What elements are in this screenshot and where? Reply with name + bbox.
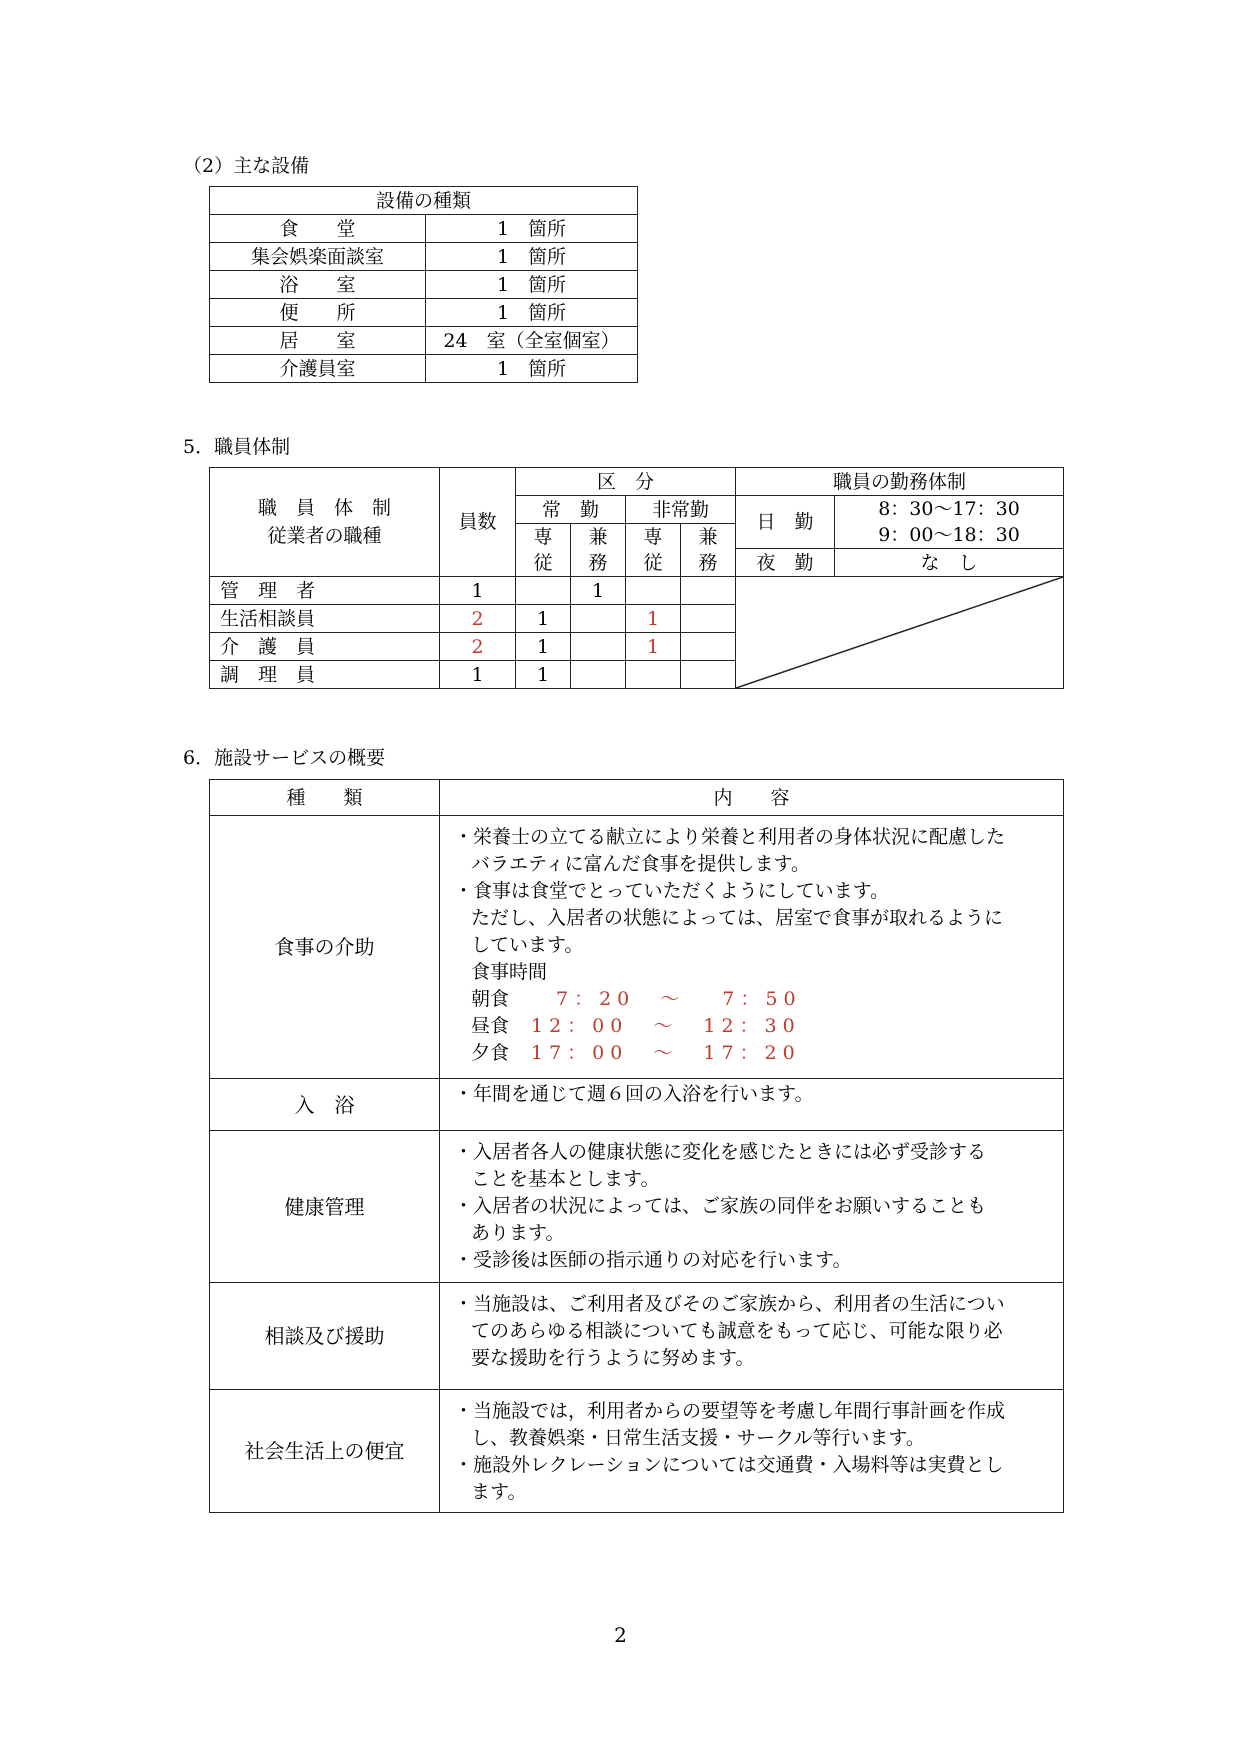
service-name: 食事の介助	[210, 816, 440, 1079]
staff-pt-dedicated	[626, 577, 681, 605]
content-line: てのあらゆる相談についても誠意をもって応じ、可能な限り必	[471, 1320, 1003, 1342]
equipment-qty: 24 室（全室個室）	[426, 327, 638, 355]
equipment-name: 便 所	[210, 299, 426, 327]
content-line: 要な援助を行うように努めます。	[471, 1347, 755, 1369]
service-content	[440, 1079, 1064, 1131]
service-row-health	[210, 1131, 1064, 1283]
content-line: ・栄養士の立てる献立により栄養と利用者の身体状況に配慮した	[454, 826, 1006, 848]
staff-ft-dedicated	[516, 577, 571, 605]
equipment-name: 食 堂	[210, 215, 426, 243]
staff-pt-concurrent	[681, 661, 736, 689]
staff-ft-dedicated: 1	[516, 605, 571, 633]
ft-dedicated-header	[516, 524, 571, 577]
content-line: ・施設外レクレーションについては交通費・入場料等は実費とし	[454, 1454, 1004, 1476]
content-line: バラエティに富んだ食事を提供します。	[471, 853, 810, 875]
content-line: あります。	[471, 1222, 565, 1244]
ft-dedicated-char-1: 専	[533, 526, 553, 548]
staff-count: 2	[440, 605, 516, 633]
content-line: ・当施設では，利用者からの要望等を考慮し年間行事計画を作成	[454, 1400, 1006, 1422]
staff-ft-dedicated: 1	[516, 633, 571, 661]
staff-ft-concurrent: 1	[571, 577, 626, 605]
table-row	[210, 577, 1064, 605]
equipment-table	[209, 186, 638, 383]
night-shift-label: 夜 勤	[736, 549, 835, 577]
staff-role-header	[210, 468, 440, 577]
pt-dedicated-header	[626, 524, 681, 577]
staff-pt-concurrent	[681, 577, 736, 605]
pt-dedicated-char-1: 専	[643, 526, 663, 548]
content-line: ・年間を通じて週６回の入浴を行います。	[454, 1083, 814, 1105]
table-row	[210, 355, 638, 383]
table-row	[210, 215, 638, 243]
service-row-bath	[210, 1079, 1064, 1131]
content-line: しています。	[471, 934, 584, 956]
ft-concurrent-char-2: 務	[588, 552, 608, 574]
content-line: ・受診後は医師の指示通りの対応を行います。	[454, 1249, 852, 1271]
table-row	[210, 243, 638, 271]
staff-heading: 5．職員体制	[183, 436, 291, 458]
pt-dedicated-char-2: 従	[643, 552, 663, 574]
staff-pt-concurrent	[681, 605, 736, 633]
staff-count: 2	[440, 633, 516, 661]
staff-division-header: 区 分	[516, 468, 736, 496]
content-line: ・当施設は、ご利用者及びそのご家族から、利用者の生活につい	[454, 1293, 1005, 1315]
staff-count: 1	[440, 661, 516, 689]
equipment-table-header: 設備の種類	[210, 187, 638, 215]
staff-pt-concurrent	[681, 633, 736, 661]
staff-ft-dedicated: 1	[516, 661, 571, 689]
ft-concurrent-header	[571, 524, 626, 577]
staff-schedule-header: 職員の勤務体制	[736, 468, 1064, 496]
pt-concurrent-header	[681, 524, 736, 577]
equipment-qty: 1 箇所	[426, 355, 638, 383]
content-line: 食事時間	[471, 961, 548, 983]
equipment-qty: 1 箇所	[426, 299, 638, 327]
staff-table	[209, 467, 1064, 689]
content-line: ・入居者各人の健康状態に変化を感じたときには必ず受診する	[454, 1141, 987, 1163]
service-content	[440, 816, 1064, 1079]
service-row-social	[210, 1390, 1064, 1513]
diagonal-line	[736, 577, 1063, 688]
equipment-name: 浴 室	[210, 271, 426, 299]
table-row	[210, 299, 638, 327]
service-content	[440, 1131, 1064, 1283]
content-line: ・入居者の状況によっては、ご家族の同伴をお願いすることも	[454, 1195, 987, 1217]
page-number: 2	[614, 1623, 627, 1647]
meal-label: 朝食	[471, 988, 510, 1010]
service-row-consult	[210, 1283, 1064, 1390]
service-name: 社会生活上の便宜	[210, 1390, 440, 1513]
service-name: 相談及び援助	[210, 1283, 440, 1390]
equipment-name: 介護員室	[210, 355, 426, 383]
staff-role-header-line2: 従業者の職種	[267, 525, 382, 547]
service-row-meal	[210, 816, 1064, 1079]
table-row	[210, 271, 638, 299]
content-line: し、教養娯楽・日常生活支援・サークル等行います。	[471, 1427, 925, 1449]
service-name: 入 浴	[210, 1079, 440, 1131]
services-content-header: 内 容	[440, 780, 1064, 816]
content-line: ことを基本とします。	[471, 1168, 660, 1190]
staff-pt-dedicated: 1	[626, 633, 681, 661]
staff-count-header: 員数	[440, 468, 516, 577]
content-line: ます。	[471, 1481, 527, 1503]
services-heading: 6．施設サービスの概要	[183, 747, 386, 769]
meal-time-dinner	[454, 1040, 1053, 1067]
staff-role: 管 理 者	[210, 577, 440, 605]
staff-ft-concurrent	[571, 633, 626, 661]
staff-role: 生活相談員	[210, 605, 440, 633]
staff-fulltime-header: 常 勤	[516, 496, 626, 524]
service-content	[440, 1283, 1064, 1390]
meal-time-breakfast	[454, 986, 1053, 1013]
night-shift-value: な し	[835, 549, 1064, 577]
equipment-qty: 1 箇所	[426, 243, 638, 271]
meal-label: 夕食	[471, 1042, 510, 1064]
content-line: ただし、入居者の状態によっては、居室で食事が取れるように	[471, 907, 1004, 929]
staff-ft-concurrent	[571, 661, 626, 689]
equipment-name: 居 室	[210, 327, 426, 355]
service-name: 健康管理	[210, 1131, 440, 1283]
content-line: ・食事は食堂でとっていただくようにしています。	[454, 880, 890, 902]
equipment-qty: 1 箇所	[426, 215, 638, 243]
staff-pt-dedicated	[626, 661, 681, 689]
services-type-header: 種 類	[210, 780, 440, 816]
meal-time: 12：00 ～ 12：30	[531, 1015, 801, 1037]
day-shift-time-1: 8：30～17：30	[878, 498, 1020, 520]
schedule-empty-cell	[736, 577, 1064, 689]
staff-role: 介 護 員	[210, 633, 440, 661]
staff-role: 調 理 員	[210, 661, 440, 689]
services-table	[209, 779, 1064, 1513]
meal-time: 17：00 ～ 17：20	[531, 1042, 801, 1064]
day-shift-label: 日 勤	[736, 496, 835, 549]
day-shift-times	[835, 496, 1064, 549]
pt-concurrent-char-1: 兼	[698, 526, 718, 548]
service-content	[440, 1390, 1064, 1513]
meal-time-lunch	[454, 1013, 1053, 1040]
pt-concurrent-char-2: 務	[698, 552, 718, 574]
ft-concurrent-char-1: 兼	[588, 526, 608, 548]
day-shift-time-2: 9：00～18：30	[878, 524, 1020, 546]
ft-dedicated-char-2: 従	[533, 552, 553, 574]
staff-ft-concurrent	[571, 605, 626, 633]
meal-time: 7：20 ～ 7：50	[531, 988, 802, 1010]
equipment-name: 集会娯楽面談室	[210, 243, 426, 271]
staff-pt-dedicated: 1	[626, 605, 681, 633]
equipment-heading: （2）主な設備	[183, 155, 310, 177]
staff-count: 1	[440, 577, 516, 605]
staff-parttime-header: 非常勤	[626, 496, 736, 524]
table-row	[210, 327, 638, 355]
meal-label: 昼食	[471, 1015, 510, 1037]
staff-role-header-line1: 職 員 体 制	[257, 497, 391, 519]
equipment-qty: 1 箇所	[426, 271, 638, 299]
